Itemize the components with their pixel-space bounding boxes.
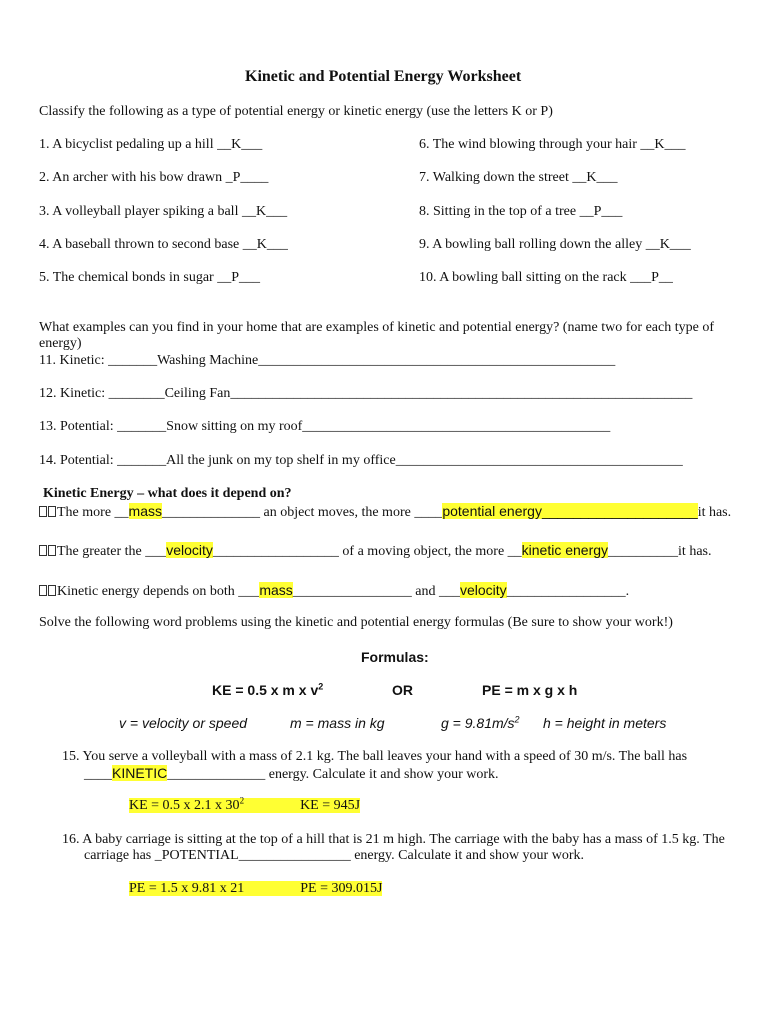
answer-highlight: mass [259, 582, 293, 598]
text: _________________. [506, 584, 630, 599]
text: _________________ and ___ [292, 584, 460, 599]
ke-question-3 [39, 582, 629, 600]
classify-item: 7. Walking down the street __K___ [419, 170, 618, 185]
text: ______________ an object moves, the more ____ [161, 505, 443, 520]
formula-ke-text: KE = 0.5 x m x v [212, 682, 319, 698]
work-text: KE = 0.5 x 2.1 x 30 [129, 798, 240, 813]
classify-item: 4. A baseball thrown to second base __K___ [39, 237, 288, 252]
text: it has. [697, 505, 732, 520]
text: The more __ [57, 505, 129, 520]
home-answer: 11. Kinetic: _______Washing Machine___________________________________________________ [39, 353, 616, 368]
missing-glyph-icon [39, 506, 47, 517]
answer-highlight: velocity [459, 582, 507, 598]
exponent: 2 [514, 714, 520, 725]
answer-highlight: velocity [166, 542, 213, 558]
work-text: PE = 1.5 x 9.81 x 21 [129, 881, 245, 896]
home-answer: 14. Potential: _______All the junk on my top shelf in my office_________________________________________ [39, 453, 683, 468]
text: ______________ energy. Calculate it and show your work. [167, 767, 499, 782]
home-answer: 13. Potential: _______Snow sitting on my roof____________________________________________ [39, 419, 611, 434]
problem-16-line: 16. A baby carriage is sitting at the top of a hill that is 21 m high. The carriage with the baby has a mass of 1.5 kg. The [62, 832, 725, 847]
solve-instructions: Solve the following word problems using the kinetic and potential energy formulas (Be sure to show your work!) [39, 615, 673, 630]
legend-gravity [441, 715, 520, 731]
answer-highlight: potential energy____________________ [442, 503, 698, 519]
text: The greater the ___ [57, 544, 167, 559]
formula-or: OR [392, 682, 413, 698]
text: __________________ of a moving object, the more __ [212, 544, 522, 559]
legend-height: h = height in meters [543, 715, 667, 731]
legend-gravity-text: g = 9.81m/s [441, 715, 515, 731]
home-question-line: What examples can you find in your home that are examples of kinetic and potential energy? (name two for each type of [39, 320, 714, 335]
missing-glyph-icon [39, 585, 47, 596]
work-text: PE = 309.015J [300, 881, 383, 896]
ke-heading: Kinetic Energy – what does it depend on? [43, 486, 292, 501]
exponent: 2 [318, 681, 324, 692]
problem-16-line: carriage has _POTENTIAL________________ energy. Calculate it and show your work. [84, 848, 584, 863]
text: __________it has. [608, 544, 712, 559]
legend-velocity: v = velocity or speed [119, 715, 248, 731]
formulas-heading: Formulas: [361, 649, 429, 665]
formula-pe: PE = m x g x h [482, 682, 578, 698]
problem-16-work [129, 881, 382, 897]
work-text: KE = 945J [300, 798, 361, 813]
page-title: Kinetic and Potential Energy Worksheet [245, 68, 522, 85]
formula-ke [212, 682, 323, 698]
answer-highlight [129, 881, 382, 896]
classify-item: 10. A bowling ball sitting on the rack ___P__ [419, 270, 673, 285]
problem-15-work [129, 795, 361, 814]
answer-highlight: mass [128, 503, 162, 519]
home-question-line: energy) [39, 336, 82, 351]
classify-item: 2. An archer with his bow drawn _P____ [39, 170, 269, 185]
ke-question-1 [39, 503, 731, 521]
answer-highlight [129, 795, 361, 813]
answer-highlight: kinetic energy [521, 542, 609, 558]
missing-glyph-icon [48, 506, 56, 517]
classify-item: 5. The chemical bonds in sugar __P___ [39, 270, 260, 285]
exponent: 2 [239, 795, 245, 806]
legend-mass: m = mass in kg [290, 715, 385, 731]
classify-item: 9. A bowling ball rolling down the alley __K___ [419, 237, 691, 252]
missing-glyph-icon [39, 545, 47, 556]
classify-instructions: Classify the following as a type of potential energy or kinetic energy (use the letters K or P) [39, 104, 553, 119]
answer-highlight: KINETIC [112, 765, 168, 781]
classify-item: 6. The wind blowing through your hair __K___ [419, 137, 686, 152]
classify-item: 1. A bicyclist pedaling up a hill __K___ [39, 137, 263, 152]
text: ____ [84, 767, 112, 782]
problem-15-line [84, 765, 499, 783]
home-answer: 12. Kinetic: ________Ceiling Fan__________________________________________________________________ [39, 386, 693, 401]
missing-glyph-icon [48, 585, 56, 596]
missing-glyph-icon [48, 545, 56, 556]
ke-question-2 [39, 542, 712, 560]
text: Kinetic energy depends on both ___ [57, 584, 260, 599]
classify-item: 3. A volleyball player spiking a ball __K___ [39, 204, 288, 219]
problem-15-line: 15. You serve a volleyball with a mass of 2.1 kg. The ball leaves your hand with a speed of 30 m/s. The ball has [62, 749, 688, 764]
classify-item: 8. Sitting in the top of a tree __P___ [419, 204, 623, 219]
